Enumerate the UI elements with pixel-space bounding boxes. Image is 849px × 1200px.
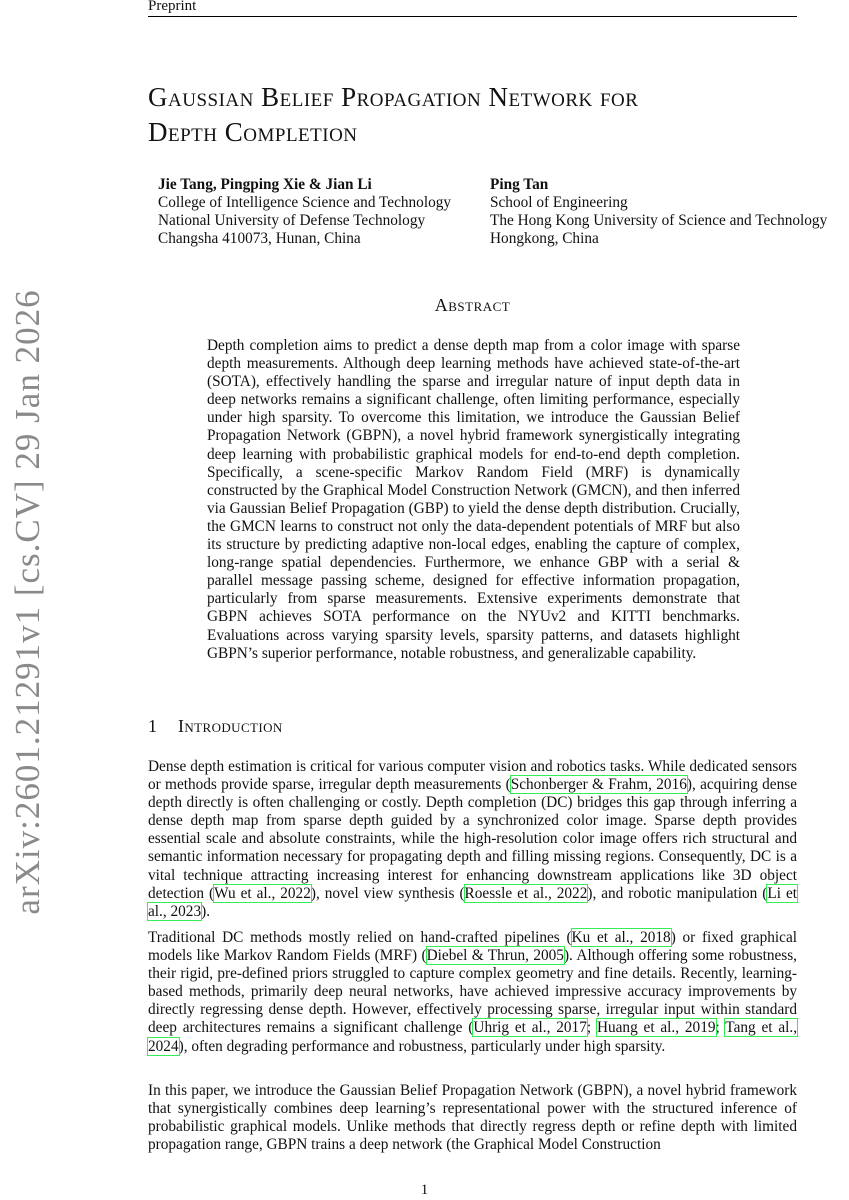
citation-link[interactable]: Diebel & Thrun, 2005 — [426, 947, 564, 965]
paragraph-text: Traditional DC methods mostly relied on hand-crafted pipelines ( — [148, 929, 572, 946]
author-block-left — [158, 176, 451, 248]
author-address: Changsha 410073, Hunan, China — [158, 230, 361, 247]
paragraph-text: ), acquiring dense depth directly is often challenging or costly. Depth completion (DC) bridges this gap through inferring a dense depth map from sparse depth guided by a synchronized color image. Sparse depth provides essential scale and absolute constraints, while the high-resolution color image offers rich structural and semantic information necessary for propagating depth and filling missing regions. Consequently, DC is a vital technique attracting increasing interest for enhancing downstream applications like 3D object detection ( — [148, 776, 797, 902]
title-line-2: Depth Completion — [148, 117, 358, 147]
paper-title — [148, 80, 808, 150]
paragraph-text: ). — [201, 902, 211, 920]
intro-paragraph-1 — [148, 758, 797, 921]
citation-link[interactable]: Schonberger & Frahm, 2016 — [510, 776, 687, 794]
citation-separator: ; — [715, 1019, 726, 1037]
abstract-text: Depth completion aims to predict a dense depth map from a color image with sparse depth measurements. Although deep learning methods have achieved state-of-the-art (SOTA), effectively handling the sparse and irregular nature of input depth data in deep networks remains a significant challenge, often limiting performance, especially under high sparsity. To overcome this limitation, we introduce the Gaussian Belief Propagation Network (GBPN), a novel hybrid framework synergistically integrating deep learning with probabilistic graphical models for end-to-end depth completion. Specifically, a scene-specific Markov Random Field (MRF) is dynamically constructed by the Graphical Model Construction Network (GMCN), and then inferred via Gaussian Belief Propagation (GBP) to yield the dense depth distribution. Crucially, the GMCN learns to construct not only the data-dependent potentials of MRF but also its structure by predicting adaptive non-local edges, enabling the capture of complex, long-range spatial dependencies. Furthermore, we enhance GBP with a serial & parallel message passing scheme, designed for effective information propagation, particularly from sparse measurements. Extensive experiments demonstrate that GBPN achieves SOTA performance on the NYUv2 and KITTI benchmarks. Evaluations across varying sparsity levels, sparsity patterns, and datasets highlight GBPN’s superior performance, notable robustness, and generalizable capability. — [207, 337, 740, 662]
title-line-1: Gaussian Belief Propagation Network for — [148, 82, 639, 112]
citation-separator: ; — [586, 1019, 597, 1037]
running-header: Preprint — [148, 0, 197, 14]
paragraph-text: ). Although offering some robustness, their rigid, pre-defined priors struggled to capture complex geometry and fine details. Recently, learning-based methods, primarily deep neural networks, have achieved impressive accuracy improvements by directly regressing dense depth. However, effectively processing sparse, irregular input within standard deep architectures remains a significant challenge ( — [148, 947, 797, 1037]
intro-paragraph-3: In this paper, we introduce the Gaussian Belief Propagation Network (GBPN), a novel hybrid framework that synergistically combines deep learning’s representational power with the structured inference of probabilistic graphical models. Unlike methods that directly regress depth or refine depth with limited propagation range, GBPN trains a deep network (the Graphical Model Construction — [148, 1082, 797, 1154]
citation-link[interactable]: Roessle et al., 2022 — [464, 884, 588, 902]
paragraph-text: ), often degrading performance and robustness, particularly under high sparsity. — [178, 1037, 666, 1055]
author-address: Hongkong, China — [490, 230, 599, 247]
header-divider — [148, 16, 797, 17]
citation-link[interactable]: Ku et al., 2018 — [571, 929, 671, 946]
author-affiliation: The Hong Kong University of Science and Technology — [490, 212, 828, 229]
citation-link[interactable]: Huang et al., 2019 — [596, 1019, 716, 1037]
page-number: 1 — [420, 1182, 429, 1198]
section-number: 1 — [148, 716, 158, 736]
section-title: Introduction — [178, 716, 283, 736]
author-block-right — [490, 176, 827, 248]
intro-paragraph-2 — [148, 929, 797, 1056]
paragraph-text: Dense depth estimation is critical for various computer vision and robotics tasks. While dedicated sensors or methods provide sparse, irregular depth measurements ( — [148, 758, 797, 794]
paragraph-text: ), and robotic manipulation ( — [587, 884, 768, 902]
author-affiliation: School of Engineering — [490, 194, 628, 211]
paragraph-text: ), novel view synthesis ( — [310, 884, 465, 902]
author-affiliation: National University of Defense Technology — [158, 212, 426, 229]
citation-link[interactable]: Tang et al., 2024 — [148, 1019, 798, 1055]
author-names: Ping Tan — [490, 176, 549, 193]
section-heading-introduction — [148, 716, 283, 737]
author-names: Jie Tang, Pingping Xie & Jian Li — [158, 176, 372, 193]
citation-link[interactable]: Wu et al., 2022 — [214, 884, 311, 902]
arxiv-identifier-stamp: arXiv:2601.21291v1 [cs.CV] 29 Jan 2026 — [8, 289, 47, 915]
citation-link[interactable]: Li et al., 2023 — [148, 884, 797, 920]
paragraph-text: ) or fixed graphical models like Markov Random Fields (MRF) ( — [148, 929, 797, 965]
author-affiliation: College of Intelligence Science and Technology — [158, 194, 452, 211]
abstract-heading: Abstract — [434, 295, 511, 315]
citation-link[interactable]: Uhrig et al., 2017 — [473, 1019, 587, 1037]
